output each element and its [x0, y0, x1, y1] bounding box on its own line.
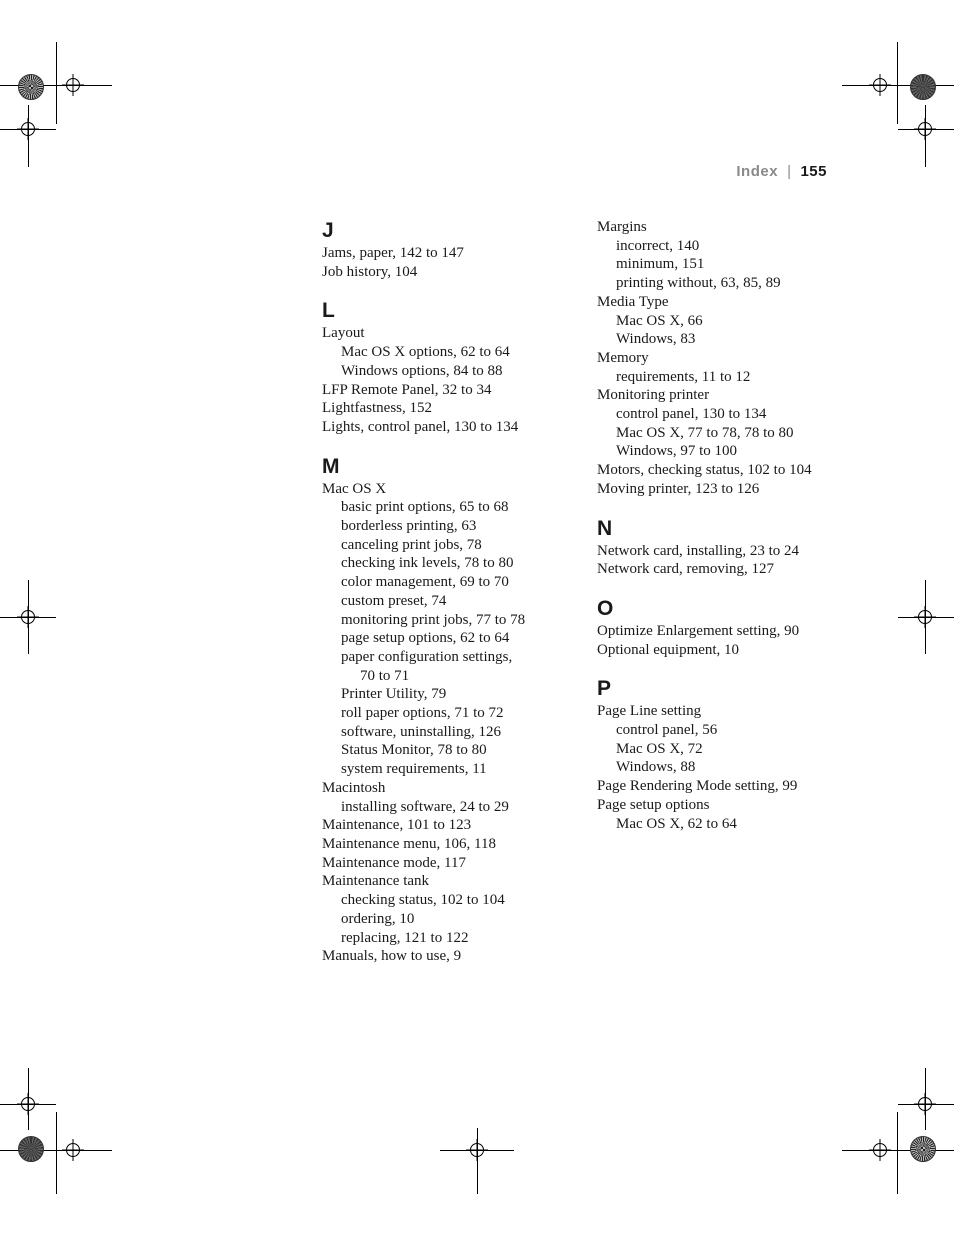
- registration-mark-icon: [21, 610, 35, 624]
- index-entry: Network card, removing, 127: [597, 561, 775, 578]
- index-entry: Memory: [597, 349, 649, 366]
- index-entry: Mac OS X: [322, 480, 387, 497]
- index-letter-heading: P: [597, 677, 612, 701]
- index-subentry: Mac OS X options, 62 to 64: [341, 344, 510, 361]
- index-column-right: [597, 218, 857, 850]
- index-subentry: monitoring print jobs, 77 to 78: [341, 611, 526, 628]
- index-subentry: Windows, 83: [616, 331, 696, 348]
- header-separator: |: [787, 163, 792, 180]
- index-entry: Page setup options: [597, 796, 710, 813]
- index-subentry: installing software, 24 to 29: [341, 798, 509, 815]
- index-subentry: system requirements, 11: [341, 761, 487, 778]
- index-entry: Page Line setting: [597, 703, 702, 720]
- page-number: 155: [800, 163, 827, 180]
- registration-mark-icon: [21, 122, 35, 136]
- registration-mark-icon: [873, 1143, 887, 1157]
- registration-mark-icon: [918, 122, 932, 136]
- index-group: [322, 454, 572, 966]
- index-subentry: ordering, 10: [341, 910, 415, 927]
- index-entry: Motors, checking status, 102 to 104: [597, 462, 812, 479]
- index-subentry: roll paper options, 71 to 72: [341, 705, 504, 722]
- index-subentry: control panel, 130 to 134: [616, 406, 767, 423]
- index-subentry: color management, 69 to 70: [341, 574, 509, 591]
- index-letter-heading: N: [597, 516, 613, 540]
- index-subentry: software, uninstalling, 126: [341, 723, 501, 740]
- index-entry: Macintosh: [322, 779, 386, 796]
- crop-line: [477, 1128, 478, 1194]
- index-subentry: minimum, 151: [616, 256, 705, 273]
- index-letter-heading: O: [597, 596, 614, 620]
- crop-line: [842, 85, 954, 86]
- crop-line: [56, 42, 57, 124]
- crop-line: [56, 1112, 57, 1194]
- index-subentry: Mac OS X, 72: [616, 740, 703, 757]
- registration-mark-icon: [918, 1097, 932, 1111]
- index-entry: Maintenance, 101 to 123: [322, 817, 472, 834]
- registration-mark-icon: [918, 610, 932, 624]
- color-target-icon: [18, 74, 44, 100]
- section-title: Index: [736, 163, 779, 180]
- color-target-icon: [910, 74, 936, 100]
- index-entry: Layout: [322, 325, 365, 342]
- registration-mark-icon: [21, 1097, 35, 1111]
- crop-line: [897, 42, 898, 124]
- index-group: [597, 516, 857, 579]
- index-subentry: basic print options, 65 to 68: [341, 499, 509, 516]
- index-group: [597, 676, 857, 833]
- index-entry: Manuals, how to use, 9: [322, 948, 462, 965]
- index-subentry: Printer Utility, 79: [341, 686, 447, 703]
- index-subentry: control panel, 56: [616, 722, 718, 739]
- index-subentry: checking ink levels, 78 to 80: [341, 555, 514, 572]
- index-entry: Margins: [597, 219, 647, 235]
- index-subentry: printing without, 63, 85, 89: [616, 275, 781, 292]
- registration-mark-icon: [873, 78, 887, 92]
- index-letter-heading: M: [322, 454, 340, 478]
- color-target-icon: [910, 1136, 936, 1162]
- index-entry: Jams, paper, 142 to 147: [322, 245, 464, 261]
- index-entry: Media Type: [597, 293, 669, 310]
- crop-line: [0, 1150, 112, 1151]
- index-subentry: Mac OS X, 66: [616, 312, 703, 329]
- registration-mark-icon: [66, 78, 80, 92]
- index-subentry: Mac OS X, 62 to 64: [616, 815, 737, 832]
- index-entry: LFP Remote Panel, 32 to 34: [322, 381, 492, 398]
- crop-line: [842, 1150, 954, 1151]
- index-subentry: page setup options, 62 to 64: [341, 630, 510, 647]
- index-entry: Network card, installing, 23 to 24: [597, 542, 800, 559]
- index-entry: Maintenance mode, 117: [322, 854, 466, 871]
- index-subentry: incorrect, 140: [616, 237, 700, 254]
- index-entry: Moving printer, 123 to 126: [597, 480, 760, 497]
- index-subentry: 70 to 71: [360, 667, 410, 684]
- index-group: [322, 298, 572, 436]
- index-column-left: [322, 218, 572, 983]
- index-group: [322, 218, 572, 281]
- index-subentry: Windows options, 84 to 88: [341, 362, 503, 379]
- index-group: [597, 218, 857, 499]
- index-entry: Maintenance menu, 106, 118: [322, 835, 496, 852]
- index-entry: Optimize Enlargement setting, 90: [597, 622, 800, 639]
- index-subentry: requirements, 11 to 12: [616, 368, 751, 385]
- index-subentry: custom preset, 74: [341, 592, 447, 609]
- index-subentry: replacing, 121 to 122: [341, 929, 469, 946]
- crop-line: [0, 85, 112, 86]
- color-target-icon: [18, 1136, 44, 1162]
- index-entry: Monitoring printer: [597, 387, 710, 404]
- index-entry: Page Rendering Mode setting, 99: [597, 778, 798, 795]
- index-subentry: Mac OS X, 77 to 78, 78 to 80: [616, 424, 794, 441]
- index-group: [597, 596, 857, 659]
- index-subentry: Windows, 97 to 100: [616, 443, 738, 460]
- index-entry: Job history, 104: [322, 263, 418, 280]
- index-letter-heading: L: [322, 299, 335, 323]
- index-subentry: Status Monitor, 78 to 80: [341, 742, 487, 759]
- index-entry: Lightfastness, 152: [322, 400, 432, 417]
- registration-mark-icon: [66, 1143, 80, 1157]
- crop-line: [897, 1112, 898, 1194]
- index-letter-heading: J: [322, 219, 334, 242]
- index-entry: Maintenance tank: [322, 873, 430, 890]
- index-entry: Optional equipment, 10: [597, 641, 740, 658]
- registration-mark-icon: [470, 1143, 484, 1157]
- index-subentry: checking status, 102 to 104: [341, 892, 505, 909]
- index-entry: Lights, control panel, 130 to 134: [322, 418, 519, 435]
- running-header: [736, 163, 827, 180]
- index-subentry: borderless printing, 63: [341, 518, 477, 535]
- index-subentry: Windows, 88: [616, 759, 696, 776]
- index-subentry: paper configuration settings,: [341, 648, 513, 665]
- index-subentry: canceling print jobs, 78: [341, 536, 482, 553]
